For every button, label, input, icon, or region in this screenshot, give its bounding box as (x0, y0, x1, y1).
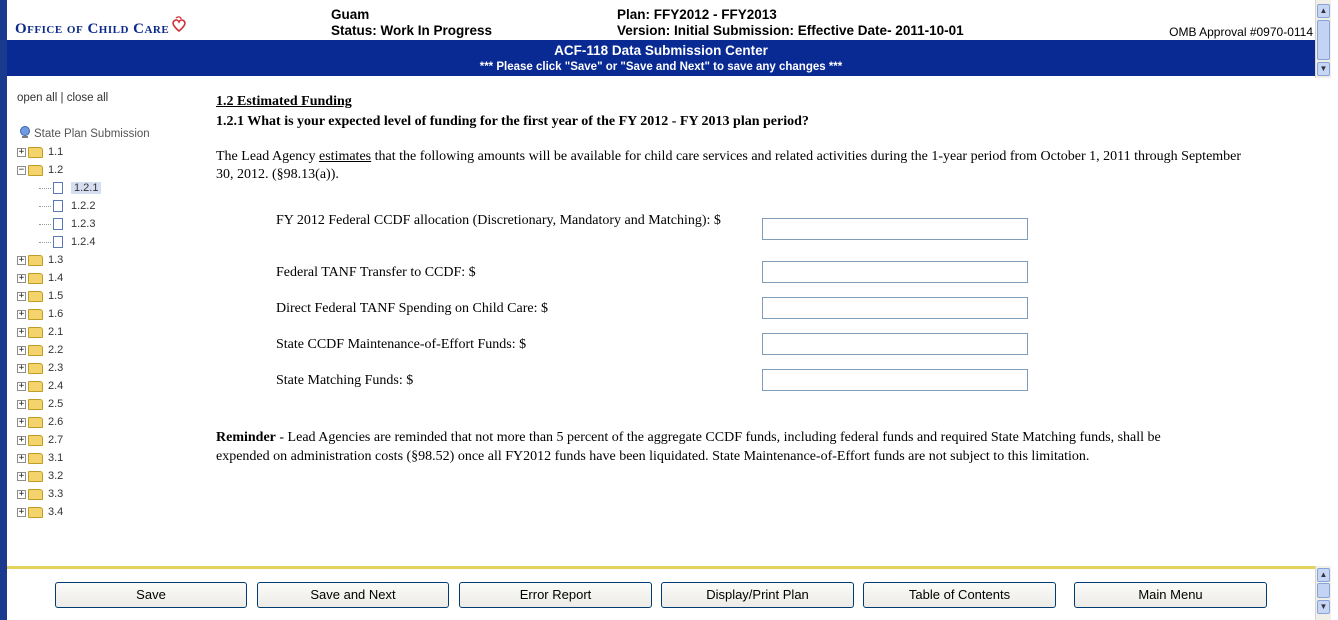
ccdf-allocation-input[interactable] (762, 218, 1028, 240)
tree-node[interactable] (17, 360, 63, 376)
tanf-direct-input[interactable] (762, 297, 1028, 319)
tree-connector (39, 188, 51, 189)
heart-swirl-icon (170, 16, 188, 34)
expand-icon[interactable]: + (18, 146, 25, 157)
expand-icon[interactable]: + (18, 254, 25, 265)
tree-node-label[interactable]: 1.4 (48, 272, 64, 284)
tree-node[interactable] (17, 342, 63, 358)
tree-node-label[interactable]: 2.1 (48, 326, 64, 338)
error-report-button[interactable]: Error Report (459, 582, 652, 608)
tree-connector (39, 242, 51, 243)
tree-node[interactable] (17, 252, 63, 268)
question-title: 1.2.1 What is your expected level of funding for the first year of the FY 2012 - FY 2013 plan period? (216, 114, 809, 129)
window-frame (0, 0, 7, 620)
scroll-up-icon[interactable]: ▲ (1317, 568, 1330, 582)
tree-leaf[interactable] (39, 180, 101, 196)
scroll-thumb[interactable] (1317, 20, 1330, 60)
version-text: Version: Initial Submission: Effective Date- 2011-10-01 (617, 23, 964, 38)
intro-text: The Lead Agency (216, 149, 320, 164)
tree-node[interactable] (17, 432, 63, 448)
tree-node-label[interactable]: 2.6 (48, 416, 64, 428)
expand-icon[interactable]: + (18, 326, 25, 337)
scroll-down-icon[interactable]: ▼ (1317, 600, 1330, 614)
tree-node[interactable] (17, 468, 63, 484)
banner-notice: *** Please click "Save" or "Save and Next" to save any changes *** (479, 61, 843, 73)
table-of-contents-button[interactable]: Table of Contents (863, 582, 1056, 608)
expand-icon[interactable]: + (18, 398, 25, 409)
expand-icon[interactable]: + (18, 272, 25, 283)
folder-icon (28, 507, 43, 518)
tree-node[interactable] (17, 378, 63, 394)
tree-node[interactable] (17, 450, 63, 466)
folder-icon (28, 147, 43, 158)
expand-icon[interactable]: + (18, 344, 25, 355)
section-title: 1.2 Estimated Funding (216, 94, 352, 109)
folder-icon (28, 255, 43, 266)
tree-leaf-label[interactable]: 1.2.4 (71, 236, 96, 248)
tree-leaf[interactable] (39, 198, 95, 214)
save-button[interactable]: Save (55, 582, 247, 608)
tree-node-label[interactable]: 2.2 (48, 344, 64, 356)
banner (7, 40, 1315, 76)
intro-emphasis: estimates (319, 149, 372, 164)
folder-icon (28, 453, 43, 464)
tree-node-label[interactable]: 3.4 (48, 506, 64, 518)
reminder-paragraph (216, 428, 1196, 466)
tree-node[interactable] (17, 162, 63, 178)
plan-text: Plan: FFY2012 - FFY2013 (617, 7, 777, 22)
folder-icon (28, 165, 43, 176)
tree-node-label[interactable]: 3.3 (48, 488, 64, 500)
tree-node[interactable] (17, 144, 63, 160)
intro-paragraph (216, 148, 1256, 184)
tree-node[interactable] (17, 306, 63, 322)
tree-node-label[interactable]: 1.6 (48, 308, 64, 320)
document-icon (53, 218, 63, 230)
reminder-text: - Lead Agencies are reminded that not more than 5 percent of the aggregate CCDF funds, including federal funds and required State Matching funds, shall be expended on administration costs (§98.52) once all FY2012 funds have been liquidated. State Maintenance-of-Effort funds are not subject to this limitation. (216, 430, 1161, 464)
folder-icon (28, 291, 43, 302)
folder-icon (28, 309, 43, 320)
folder-icon (28, 381, 43, 392)
tree-leaf-label[interactable]: 1.2.3 (71, 218, 96, 230)
tree-node-label[interactable]: 1.1 (48, 146, 64, 158)
folder-icon (28, 345, 43, 356)
banner-title: ACF-118 Data Submission Center (554, 43, 768, 58)
folder-icon (28, 363, 43, 374)
expand-icon[interactable]: + (18, 488, 25, 499)
tree-node[interactable] (17, 486, 63, 502)
expand-icon[interactable]: + (18, 362, 25, 373)
document-icon (53, 236, 63, 248)
folder-icon (28, 399, 43, 410)
tree-node-label[interactable]: 2.3 (48, 362, 64, 374)
tree-leaf-label[interactable]: 1.2.2 (71, 200, 96, 212)
expand-icon[interactable]: + (18, 452, 25, 463)
tree-leaf[interactable] (39, 234, 95, 250)
folder-icon (28, 435, 43, 446)
document-icon (53, 182, 63, 194)
reminder-label: Reminder (216, 430, 276, 445)
tree-node-label[interactable]: 2.5 (48, 398, 64, 410)
tree-node-label[interactable]: 1.5 (48, 290, 64, 302)
tree-node[interactable] (17, 414, 63, 430)
tree-node-label[interactable]: 2.7 (48, 434, 64, 446)
tree-link-separator: | (57, 92, 67, 104)
tree-node-label[interactable]: 3.1 (48, 452, 64, 464)
field-label-tanf-transfer: Federal TANF Transfer to CCDF: $ (276, 265, 476, 280)
close-all-link[interactable]: close all (66, 92, 109, 104)
omb-approval: OMB Approval #0970-0114 (1169, 25, 1313, 39)
scroll-up-icon[interactable]: ▲ (1317, 4, 1330, 18)
folder-icon (28, 327, 43, 338)
collapse-icon[interactable]: − (18, 164, 25, 175)
expand-icon[interactable]: + (18, 434, 25, 445)
open-all-link[interactable]: open all (17, 92, 58, 104)
state-name: Guam (331, 7, 370, 22)
header (7, 0, 1315, 40)
tree-toggle-links (17, 92, 108, 104)
logo-text: Office of Child Care (15, 21, 170, 37)
tree-node[interactable] (17, 270, 63, 286)
main-menu-button[interactable]: Main Menu (1074, 582, 1267, 608)
folder-icon (28, 417, 43, 428)
save-and-next-button[interactable]: Save and Next (257, 582, 449, 608)
header-scrollbar[interactable] (1315, 0, 1331, 78)
expand-icon[interactable]: + (18, 380, 25, 391)
tree-node[interactable] (17, 396, 63, 412)
tree-node[interactable] (17, 324, 63, 340)
expand-icon[interactable]: + (18, 470, 25, 481)
tree-node[interactable] (17, 288, 63, 304)
expand-icon[interactable]: + (18, 290, 25, 301)
tree-root[interactable] (19, 126, 150, 140)
field-label-tanf-direct: Direct Federal TANF Spending on Child Care: $ (276, 301, 548, 316)
tree-node-label[interactable]: 3.2 (48, 470, 64, 482)
folder-icon (28, 471, 43, 482)
folder-icon (28, 489, 43, 500)
scroll-thumb[interactable] (1317, 583, 1330, 598)
tree-connector (39, 206, 51, 207)
globe-icon (19, 126, 31, 139)
tree-node-label[interactable]: 2.4 (48, 380, 64, 392)
footer-scrollbar[interactable] (1315, 566, 1331, 620)
expand-icon[interactable]: + (18, 506, 25, 517)
field-label-moe-funds: State CCDF Maintenance-of-Effort Funds: $ (276, 337, 527, 352)
tree-node-label[interactable]: 1.3 (48, 254, 64, 266)
tree-connector (39, 224, 51, 225)
tree-node-label[interactable]: 1.2 (48, 164, 64, 176)
status-text: Status: Work In Progress (331, 23, 493, 38)
tree-node[interactable] (17, 504, 63, 520)
intro-text-cont: that the following amounts will be available for child care services and related activities during the 1-year period from October 1, 2011 through September 30, 2012. (§98.13(a)). (216, 149, 1242, 182)
field-label-matching-funds: State Matching Funds: $ (276, 373, 414, 388)
tree-leaf[interactable] (39, 216, 95, 232)
expand-icon[interactable]: + (18, 308, 25, 319)
expand-icon[interactable]: + (18, 416, 25, 427)
field-label-ccdf-allocation: FY 2012 Federal CCDF allocation (Discretionary, Mandatory and Matching): $ (276, 213, 721, 228)
document-icon (53, 200, 63, 212)
tree-root-label: State Plan Submission (34, 128, 150, 140)
display-print-plan-button[interactable]: Display/Print Plan (661, 582, 854, 608)
moe-funds-input[interactable] (762, 333, 1028, 355)
tree-leaf-label[interactable]: 1.2.1 (71, 182, 101, 194)
matching-funds-input[interactable] (762, 369, 1028, 391)
folder-icon (28, 273, 43, 284)
tanf-transfer-input[interactable] (762, 261, 1028, 283)
scroll-down-icon[interactable]: ▼ (1317, 62, 1330, 76)
